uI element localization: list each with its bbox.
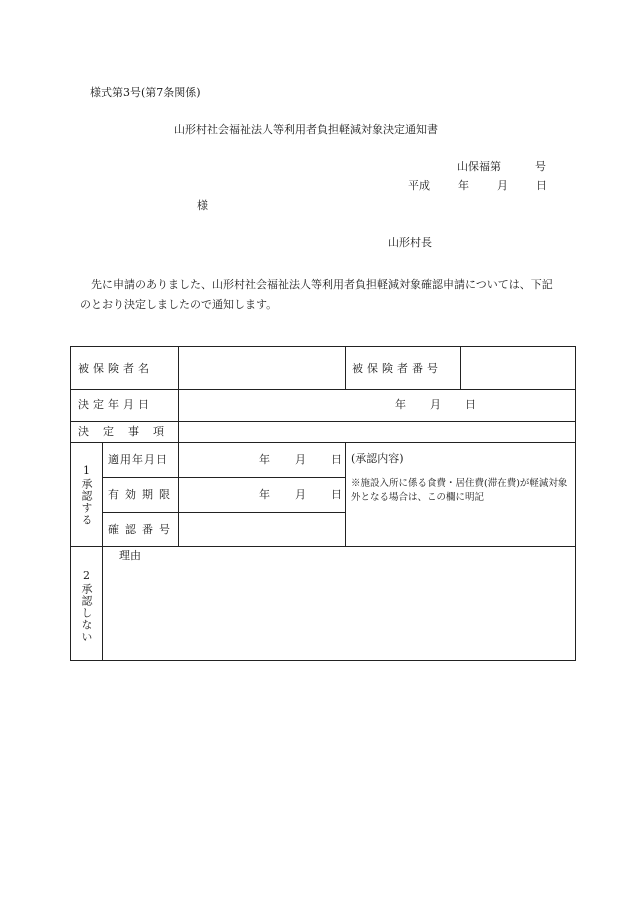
insured-name-field[interactable] <box>183 353 341 383</box>
decision-date-label: 決定年月日 <box>78 398 153 411</box>
insured-number-label: 被保険者番号 <box>352 362 442 375</box>
issue-date-day: 日 <box>536 179 547 192</box>
reason-label: 理由 <box>119 549 141 562</box>
addressee-suffix: 様 <box>197 199 208 212</box>
issue-date <box>408 180 547 191</box>
decision-matter-label: 決定事項 <box>78 425 178 438</box>
not-approve-label: 2承認しない <box>80 569 93 643</box>
form-number: 様式第3号(第7条関係) <box>90 86 201 99</box>
decision-date-year: 年 <box>395 398 406 411</box>
document-number-prefix: 山保福第 <box>457 160 501 173</box>
decision-date-month: 月 <box>430 398 441 411</box>
document-number <box>457 161 546 172</box>
valid-until-day: 日 <box>331 488 342 501</box>
document-title: 山形村社会福祉法人等利用者負担軽減対象決定通知書 <box>174 123 438 136</box>
issue-date-year: 年 <box>458 179 469 192</box>
apply-date-day: 日 <box>331 453 342 466</box>
approval-note: ※施設入所に係る食費・居住費(滞在費)が軽減対象外となる場合は、この欄に明記 <box>351 478 568 503</box>
insured-name-label: 被保険者名 <box>78 362 153 375</box>
document-number-suffix: 号 <box>535 160 546 173</box>
approve-label: 1承認する <box>80 464 93 526</box>
decision-table <box>70 346 576 661</box>
confirm-number-label: 確認番号 <box>108 523 176 536</box>
apply-date-year: 年 <box>259 453 270 466</box>
valid-until-year: 年 <box>259 488 270 501</box>
valid-until-label: 有効期限 <box>108 488 176 501</box>
issue-date-month: 月 <box>497 179 508 192</box>
insured-number-field[interactable] <box>465 353 569 383</box>
apply-date-month: 月 <box>295 453 306 466</box>
issuer-name: 山形村長 <box>388 236 432 249</box>
valid-until-month: 月 <box>295 488 306 501</box>
decision-date-day: 日 <box>465 398 476 411</box>
apply-date-label: 適用年月日 <box>108 453 168 466</box>
notice-body-text: 先に申請のありました、山形村社会福祉法人等利用者負担軽減対象確認申請については、下記のとおり決定しましたので通知します。 <box>80 278 553 311</box>
issue-date-era: 平成 <box>408 179 430 192</box>
approval-content-label: (承認内容) <box>351 452 404 465</box>
